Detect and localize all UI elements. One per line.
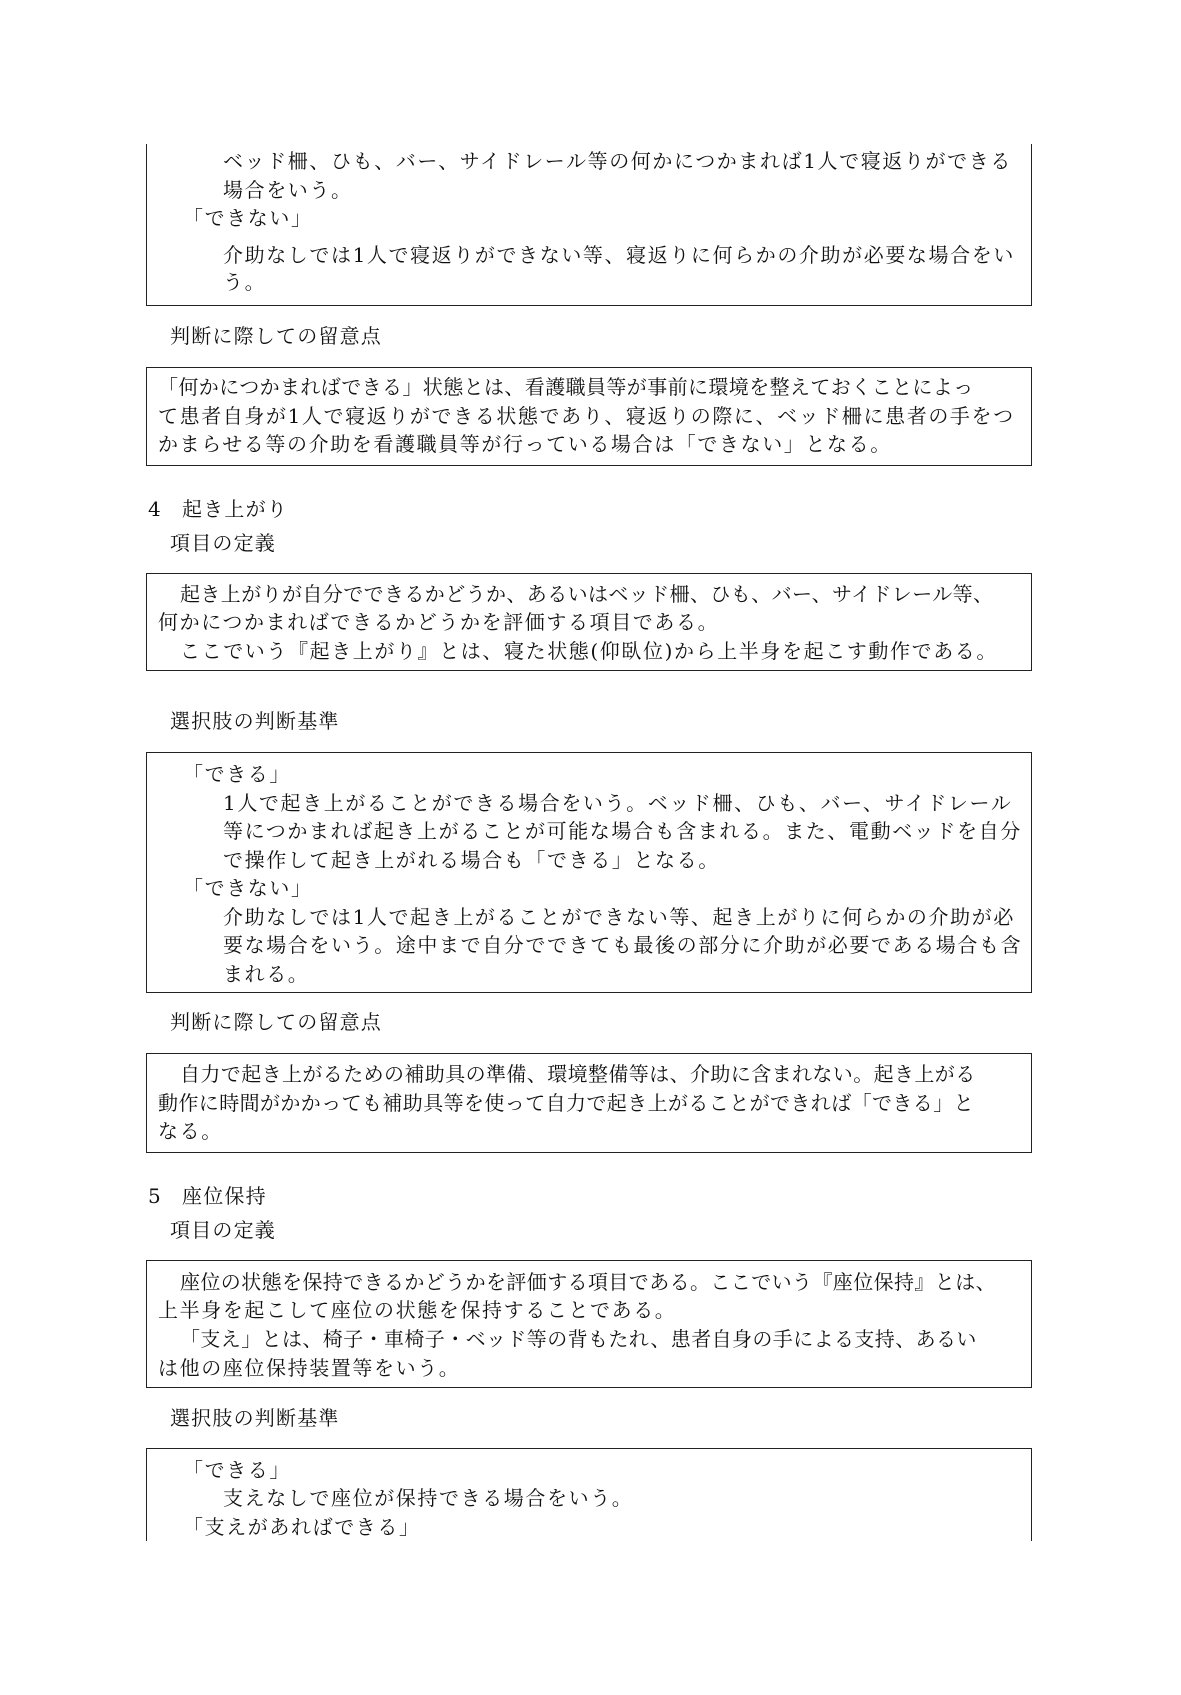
notes-text: かまらせる等の介助を看護職員等が行っている場合は「できない」となる。 xyxy=(158,432,892,456)
notes-text: 動作に時間がかかっても補助具等を使って自力で起き上がることができれば「できる」と xyxy=(158,1091,974,1115)
support-label: 「支えがあればできる」 xyxy=(183,1515,421,1539)
can-label: 「できる」 xyxy=(183,1458,291,1482)
definition-text: 何かにつかまればできるかどうかを評価する項目である。 xyxy=(158,610,720,634)
definition-text: 座位の状態を保持できるかどうかを評価する項目である。ここでいう『座位保持』とは、 xyxy=(180,1270,996,1294)
criteria-text: 場合をいう。 xyxy=(223,178,353,202)
criteria-text: 等につかまれば起き上がることが可能な場合も含まれる。また、電動ベッドを自分 xyxy=(223,819,1022,843)
criteria-text: 介助なしでは1人で寝返りができない等、寝返りに何らかの介助が必要な場合をい xyxy=(223,243,1015,267)
criteria-text: 1人で起き上がることができる場合をいう。ベッド柵、ひも、バー、サイドレール xyxy=(223,791,1013,815)
definition-heading: 項目の定義 xyxy=(170,531,276,555)
section-title: 起き上がり xyxy=(182,497,288,521)
criteria-text: 支えなしで座位が保持できる場合をいう。 xyxy=(223,1486,634,1510)
criteria-text: 要な場合をいう。途中まで自分でできても最後の部分に介助が必要である場合も含 xyxy=(223,933,1023,957)
notes-text: 「何かにつかまればできる」状態とは、看護職員等が事前に環境を整えておくことによっ xyxy=(158,375,974,399)
can-label: 「できる」 xyxy=(183,762,291,786)
notes-heading: 判断に際しての留意点 xyxy=(170,324,382,348)
section-number: 4 xyxy=(148,497,162,521)
section-number: 5 xyxy=(148,1184,162,1208)
criteria-heading: 選択肢の判断基準 xyxy=(170,709,340,733)
definition-text: 起き上がりが自分でできるかどうか、あるいはベッド柵、ひも、バー、サイドレール等、 xyxy=(180,582,994,606)
definition-text: 上半身を起こして座位の状態を保持することである。 xyxy=(158,1298,677,1322)
definition-heading: 項目の定義 xyxy=(170,1218,276,1242)
notes-text: て患者自身が1人で寝返りができる状態であり、寝返りの際に、ベッド柵に患者の手をつ xyxy=(158,404,1015,428)
criteria-text: ベッド柵、ひも、バー、サイドレール等の何かにつかまれば1人で寝返りができる xyxy=(223,149,1012,173)
criteria-heading: 選択肢の判断基準 xyxy=(170,1406,340,1430)
criteria-text: 介助なしでは1人で起き上がることができない等、起き上がりに何らかの介助が必 xyxy=(223,905,1015,929)
section-title: 座位保持 xyxy=(182,1184,267,1208)
definition-text: 「支え」とは、椅子・車椅子・ベッド等の背もたれ、患者自身の手による支持、あるい xyxy=(180,1327,977,1351)
definition-text: ここでいう『起き上がり』とは、寝た状態(仰臥位)から上半身を起こす動作である。 xyxy=(180,639,999,663)
cannot-label: 「できない」 xyxy=(183,876,313,900)
criteria-text: う。 xyxy=(223,270,267,294)
notes-text: 自力で起き上がるための補助具の準備、環境整備等は、介助に含まれない。起き上がる xyxy=(180,1062,976,1086)
definition-text: は他の座位保持装置等をいう。 xyxy=(158,1356,461,1380)
criteria-text: まれる。 xyxy=(223,962,310,986)
notes-heading: 判断に際しての留意点 xyxy=(170,1010,382,1034)
cannot-label: 「できない」 xyxy=(183,206,313,230)
notes-text: なる。 xyxy=(158,1119,223,1143)
criteria-text: で操作して起き上がれる場合も「できる」となる。 xyxy=(223,848,720,872)
